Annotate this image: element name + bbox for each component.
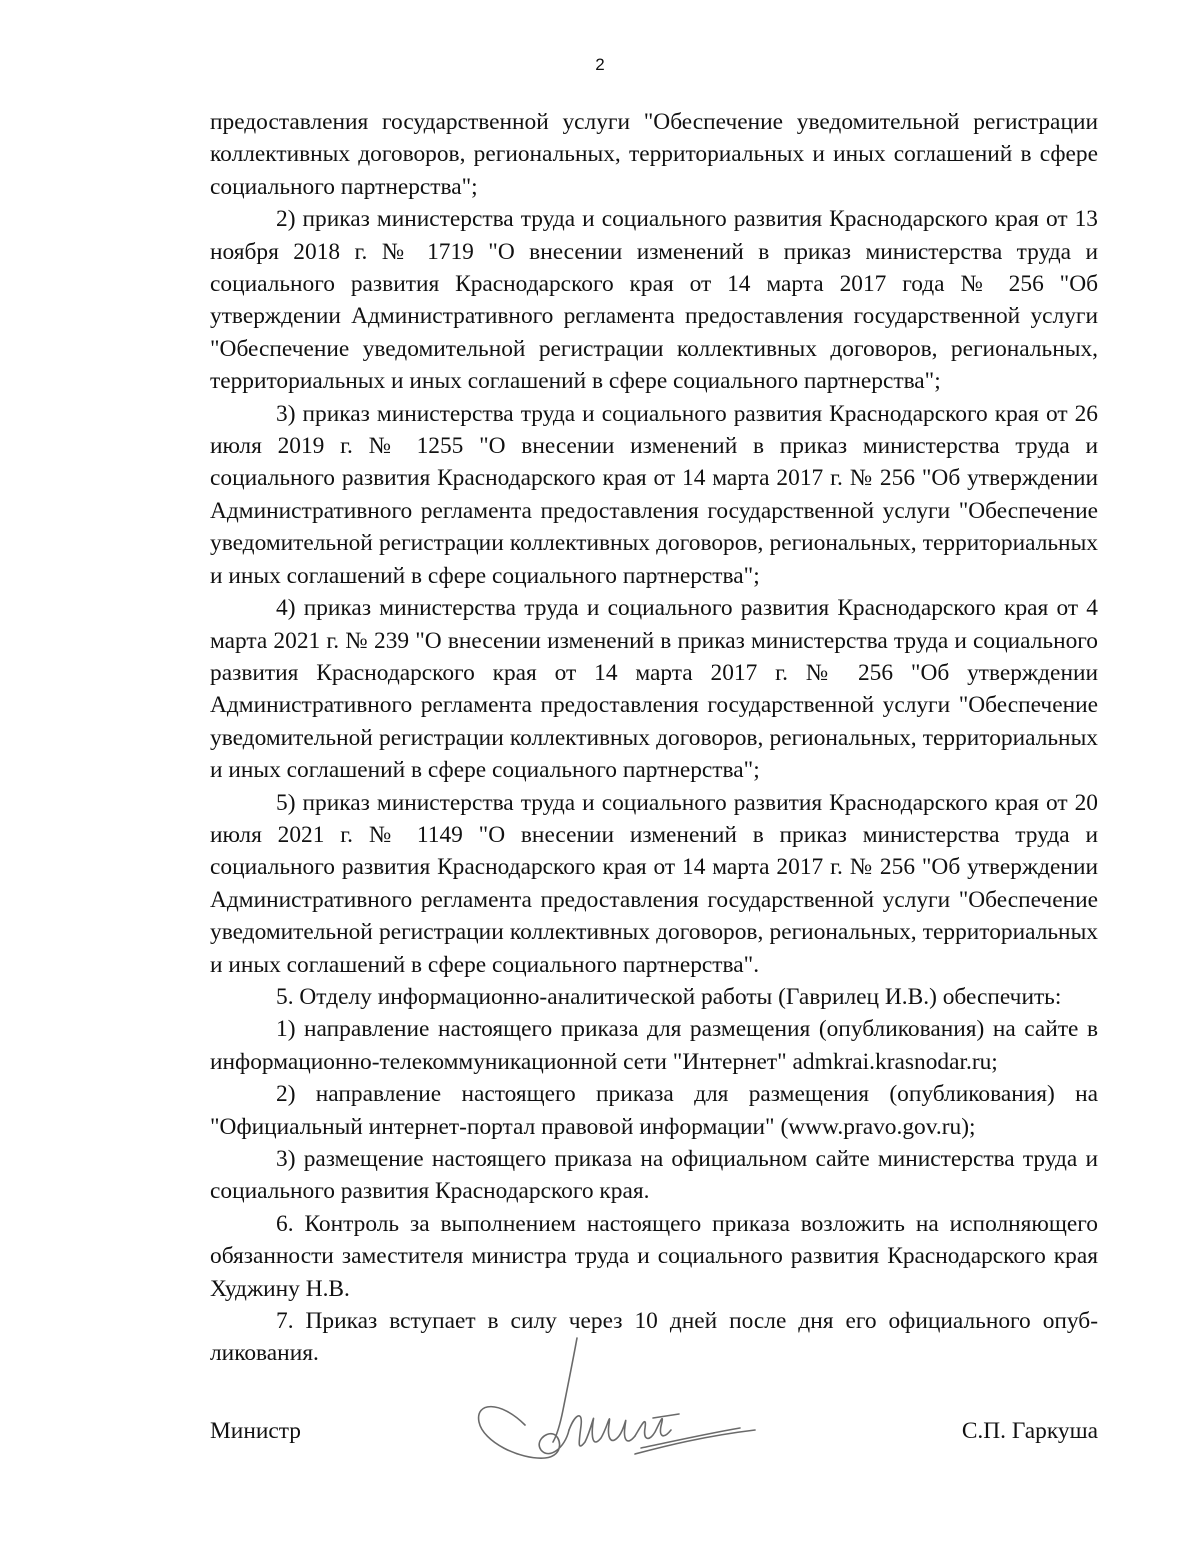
paragraph-continuation: предоставления государственной услуги "Обеспечение уведомительной регистрации коллективных договоров, региональных, территориальных и иных соглашений в сфере социального партнерства";	[210, 109, 1098, 200]
paragraph-subitem-2: 2) направление настоящего приказа для размещения (опубликования) на "Официальный интернет-портал правовой информации" (www.pravo.gov.ru);	[210, 1081, 1098, 1140]
paragraph-item-4: 4) приказ министерства труда и социального развития Краснодарского края от 4 марта 2021 г. № 239 "О внесении изменений в приказ министерства труда и социального развития Краснодарского края от 14 марта 2017 г. № 256 "Об утверждении Административного регламента предоставления государственной услуги "Обеспечение уведомительной регистрации коллективных договоров, региональных, территориальных и иных соглашений в сфере социального партнерства";	[210, 595, 1098, 784]
paragraph-section-5: 5. Отделу информационно-аналитической работы (Гаврилец И.В.) обеспечить:	[276, 983, 1062, 1010]
paragraph-item-2: 2) приказ министерства труда и социального развития Краснодарского края от 13 ноября 2018 г. № 1719 "О внесении изменений в приказ министерства труда и социального развития Краснодарского края от 14 марта 2017 года № 256 "Об утверждении Административного регламента предоставления государственной услуги "Обеспечение уведомительной регистрации коллективных договоров, региональных, территориальных и иных соглашений в сфере социального партнерства";	[210, 206, 1098, 395]
page-number: 2	[595, 55, 605, 74]
paragraph-item-3: 3) приказ министерства труда и социального развития Краснодарского края от 26 июля 2019 г. № 1255 "О внесении изменений в приказ министерства труда и социального развития Краснодарского края от 14 марта 2017 г. № 256 "Об утверждении Административного регламента предоставления государственной услуги "Обеспечение уведомительной регистрации коллективных договоров, региональных, территориальных и иных соглашений в сфере социального партнерства";	[210, 400, 1098, 589]
paragraph-item-5: 5) приказ министерства труда и социального развития Краснодарского края от 20 июля 2021 г. № 1149 "О внесении изменений в приказ министерства труда и социального развития Краснодарского края от 14 марта 2017 г. № 256 "Об утверждении Административного регламента предоставления государственной услуги "Обеспечение уведомительной регистрации коллективных договоров, региональных, территориальных и иных соглашений в сфере социального партнерства".	[210, 789, 1098, 978]
paragraph-subitem-1: 1) направление настоящего приказа для размещения (опубликования) на сайте в информационно-телекоммуникационной сети "Интернет" admkrai.krasnodar.ru;	[210, 1016, 1098, 1075]
signature-block	[210, 1418, 1098, 1458]
paragraph-subitem-3: 3) размещение настоящего приказа на официальном сайте министерства труда и социального развития Краснодарского края.	[210, 1146, 1098, 1205]
signatory-name: С.П. Гаркуша	[961, 1418, 1098, 1444]
paragraph-section-6: 6. Контроль за выполнением настоящего приказа возложить на исполняющего обязанности заместителя министра труда и социального развития Краснодарского края Худжину Н.В.	[210, 1210, 1098, 1302]
paragraph-section-7: 7. Приказ вступает в силу через 10 дней после дня его официального опубликования.	[210, 1308, 1098, 1367]
signatory-title: Министр	[210, 1418, 301, 1444]
document-body	[210, 106, 1098, 1370]
